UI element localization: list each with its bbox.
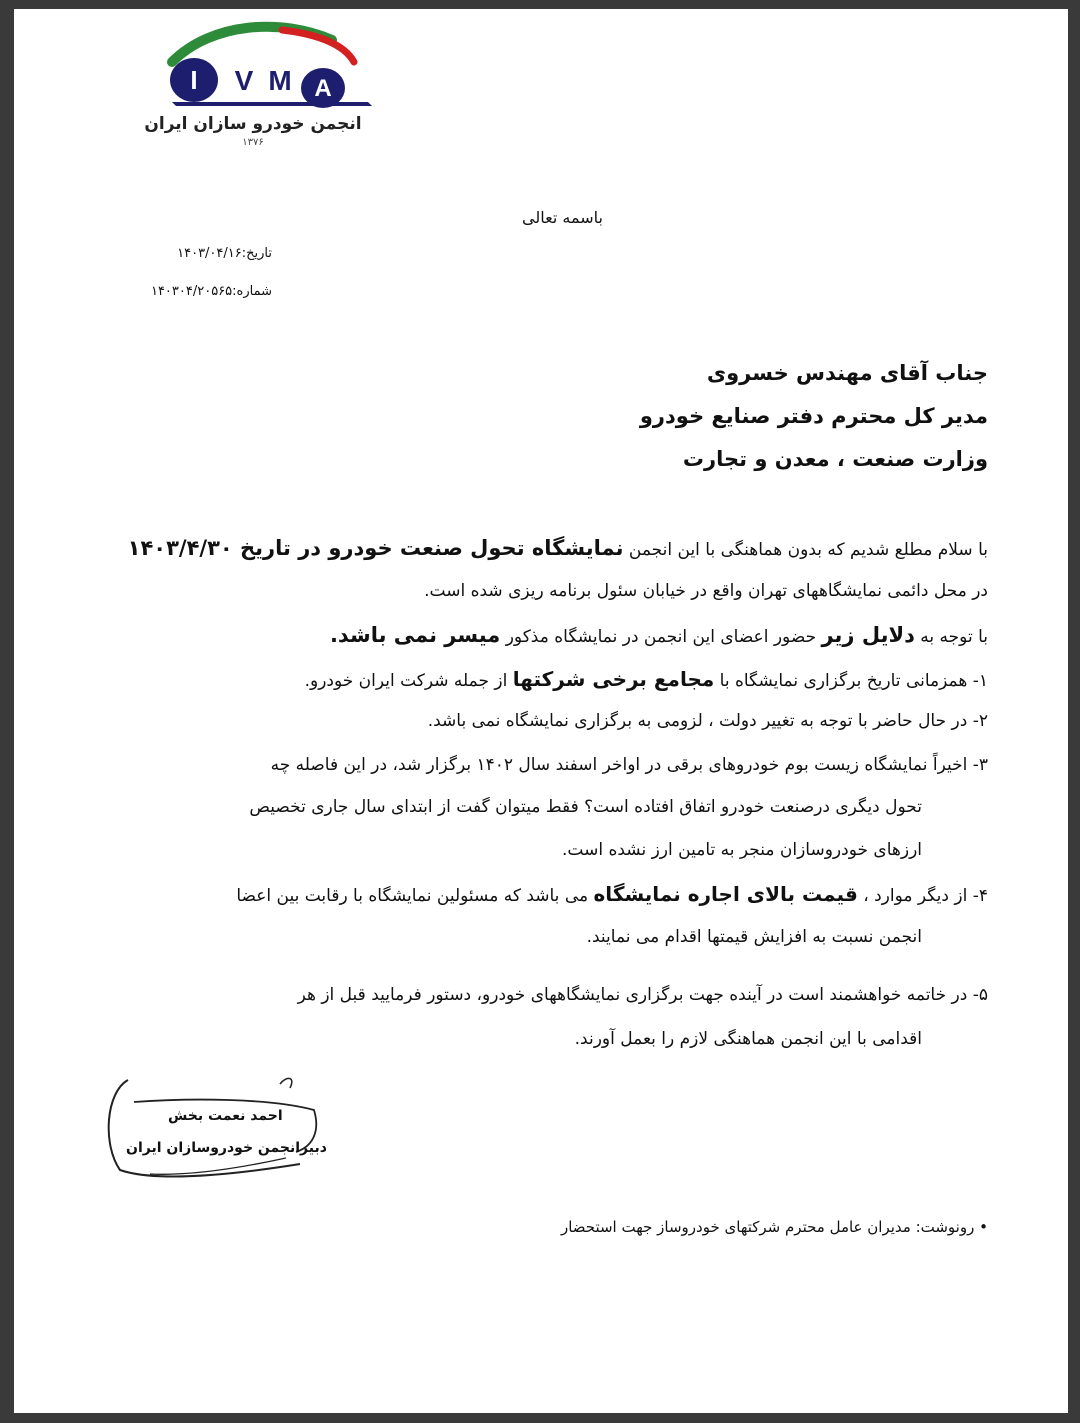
logo-letter-i: I bbox=[190, 65, 198, 95]
item-1-emphasis: مجامع برخی شرکتها bbox=[512, 667, 715, 691]
logo-org-name: انجمن خودرو سازان ایران bbox=[144, 114, 362, 134]
letter-number bbox=[151, 284, 272, 299]
logo-letter-a: A bbox=[314, 75, 332, 102]
body-paragraph-2 bbox=[330, 623, 988, 647]
bullet-icon: • bbox=[979, 1218, 988, 1236]
item-4-emphasis: قیمت بالای اجاره نمایشگاه bbox=[593, 882, 858, 906]
body-p1-emphasis: نمایشگاه تحول صنعت خودرو در تاریخ ۱۴۰۳/۴/۳۰ bbox=[127, 536, 624, 560]
logo-founded-year: ۱۳۷۶ bbox=[242, 137, 264, 148]
item-number: ۱- bbox=[972, 671, 988, 691]
date-value: ۱۴۰۳/۰۴/۱۶ bbox=[177, 246, 242, 261]
list-item bbox=[298, 985, 988, 1005]
item-3-line-2: تحول دیگری درصنعت خودرو اتفاق افتاده است؟ فقط میتوان گفت از ابتدای سال جاری تخصیص bbox=[249, 797, 922, 817]
list-item bbox=[428, 711, 988, 731]
item-5-line-2: اقدامی با این انجمن هماهنگی لازم را بعمل آورند. bbox=[574, 1029, 922, 1049]
body-paragraph-1 bbox=[128, 536, 988, 560]
item-3-line-3: ارزهای خودروسازان منجر به تامین ارز نشده است. bbox=[562, 840, 922, 860]
logo-mark-icon bbox=[132, 18, 374, 114]
recipient-position: مدیر کل محترم دفتر صنایع خودرو bbox=[639, 404, 988, 428]
body-p2-a: با توجه به bbox=[914, 627, 988, 647]
list-item bbox=[271, 755, 988, 775]
item-1-c: از جمله شرکت ایران خودرو. bbox=[304, 671, 513, 691]
item-number: ۲- bbox=[972, 711, 988, 731]
item-3-line-1: اخیراً نمایشگاه زیست بوم خودروهای برقی در اواخر اسفند سال ۱۴۰۲ برگزار شد، در این فاصله چه bbox=[270, 755, 968, 775]
bismillah-heading: باسمه تعالی bbox=[522, 208, 603, 227]
cc-line bbox=[561, 1218, 988, 1236]
ivma-logo bbox=[132, 18, 374, 158]
recipient-name: جناب آقای مهندس خسروی bbox=[706, 361, 988, 385]
letter-date bbox=[177, 246, 272, 261]
date-label: تاریخ: bbox=[241, 246, 272, 261]
item-number: ۳- bbox=[972, 755, 988, 775]
body-p2-d: میسر نمی باشد. bbox=[329, 623, 501, 647]
number-value: ۱۴۰۳۰۴/۲۰۵۶۵ bbox=[150, 284, 233, 299]
body-p2-c: حضور اعضای این انجمن در نمایشگاه مذکور bbox=[500, 627, 822, 647]
item-4-a: از دیگر موارد ، bbox=[857, 886, 968, 906]
signature-scribble-icon bbox=[100, 1072, 330, 1182]
body-p2-b: دلایل زیر bbox=[821, 623, 915, 647]
body-p1-text: با سلام مطلع شدیم که بدون هماهنگی با این انجمن bbox=[623, 540, 988, 560]
signatory-name: احمد نعمت بخش bbox=[168, 1108, 283, 1124]
logo-letter-m: M bbox=[268, 65, 292, 96]
item-5-line-1: در خاتمه خواهشمند است در آینده جهت برگزاری نمایشگاههای خودرو، دستور فرمایید قبل از هر bbox=[297, 985, 968, 1005]
item-2-text: در حال حاضر با توجه به تغییر دولت ، لزومی به برگزاری نمایشگاه نمی باشد. bbox=[427, 711, 968, 731]
body-paragraph-1-line-2: در محل دائمی نمایشگاههای تهران واقع در خیابان سئول برنامه ریزی شده است. bbox=[424, 581, 988, 601]
signatory-title: دبیرانجمن خودروسازان ایران bbox=[126, 1140, 327, 1156]
item-number: ۵- bbox=[972, 985, 988, 1005]
number-label: شماره: bbox=[232, 284, 272, 299]
list-item bbox=[236, 882, 988, 906]
list-item bbox=[305, 667, 988, 691]
logo-letter-v: V bbox=[234, 65, 254, 96]
item-number: ۴- bbox=[972, 886, 988, 906]
item-4-line-2: انجمن نسبت به افزایش قیمتها اقدام می نمایند. bbox=[586, 927, 922, 947]
cc-text: رونوشت: مدیران عامل محترم شرکتهای خودروساز جهت استحضار bbox=[560, 1218, 975, 1236]
item-1-a: همزمانی تاریخ برگزاری نمایشگاه با bbox=[714, 671, 968, 691]
item-4-c: می باشد که مسئولین نمایشگاه با رقابت بین اعضا bbox=[236, 886, 594, 906]
recipient-ministry: وزارت صنعت ، معدن و تجارت bbox=[682, 447, 988, 471]
